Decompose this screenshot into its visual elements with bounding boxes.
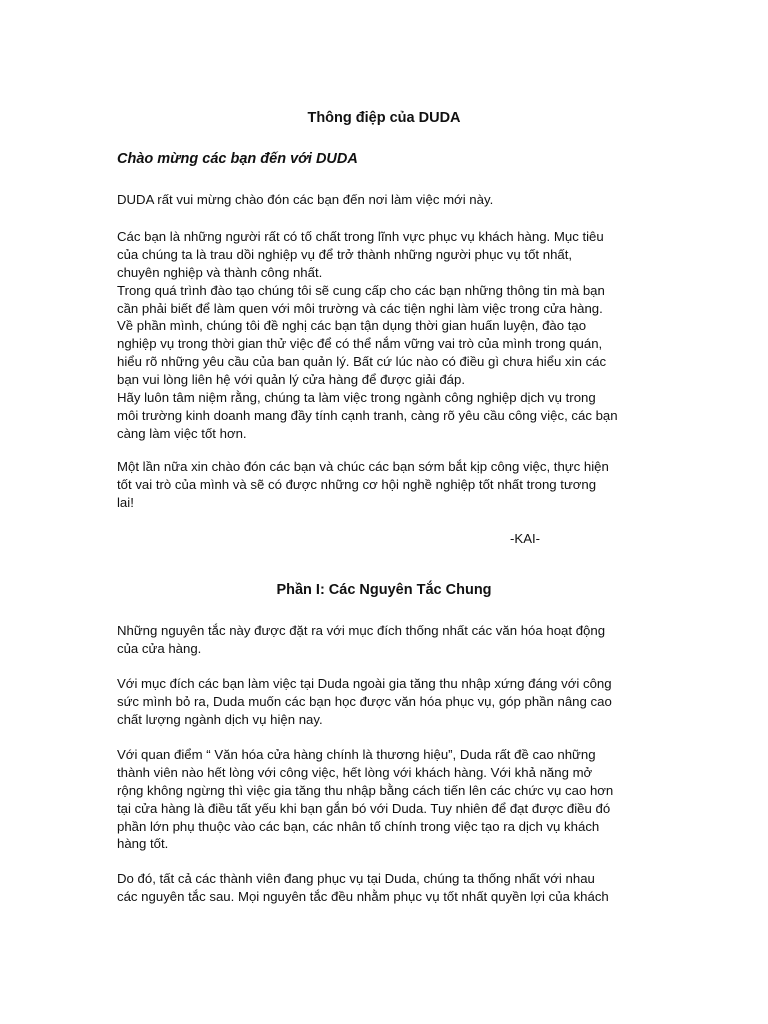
signature: -KAI- bbox=[510, 531, 541, 546]
body-paragraph bbox=[117, 228, 618, 443]
text-line: chất lượng ngành dịch vụ hiện nay. bbox=[117, 711, 323, 727]
text-line: Với quan điểm “ Văn hóa cửa hàng chính là thương hiệu”, Duda rất đề cao những bbox=[117, 747, 596, 762]
text-line: hiểu rõ những yêu cầu của ban quản lý. Bất cứ lúc nào có điều gì chưa hiểu xin các bbox=[117, 354, 607, 370]
text-line: cần phải biết để làm quen với môi trường và các tiện nghi làm việc trong cửa hàng. bbox=[117, 300, 603, 316]
text-line: Về phần mình, chúng tôi đề nghị các bạn tận dụng thời gian huấn luyện, đào tạo bbox=[117, 318, 587, 334]
intro-paragraph bbox=[117, 191, 493, 209]
text-line: của chúng ta là trau dồi nghiệp vụ để trở thành những người phục vụ tốt nhất, bbox=[117, 246, 573, 262]
text-line: thành viên nào hết lòng với công việc, hết lòng với khách hàng. Với khả năng mở bbox=[117, 764, 593, 780]
text-line: chuyên nghiệp và thành công nhất. bbox=[117, 264, 323, 280]
section-paragraph-2 bbox=[117, 675, 612, 729]
text-line: của cửa hàng. bbox=[117, 640, 202, 656]
text-line: DUDA rất vui mừng chào đón các bạn đến nơi làm việc mới này. bbox=[117, 192, 494, 207]
text-line: môi trường kinh doanh mang đầy tính cạnh tranh, càng rõ yêu cầu công việc, các bạn bbox=[117, 407, 618, 423]
text-line: Hãy luôn tâm niệm rằng, chúng ta làm việc trong ngành công nghiệp dịch vụ trong bbox=[117, 390, 596, 406]
text-line: sức mình bỏ ra, Duda muốn các bạn học được văn hóa phục vụ, góp phần nâng cao bbox=[117, 693, 612, 709]
text-line: càng làm việc tốt hơn. bbox=[117, 425, 247, 441]
document-title: Thông điệp của DUDA bbox=[307, 110, 461, 126]
section-paragraph-1 bbox=[117, 622, 605, 658]
text-line: nghiệp vụ trong thời gian thử việc để có thể nắm vững vai trò của mình trong quán, bbox=[117, 336, 603, 352]
text-line: Những nguyên tắc này được đặt ra với mục đích thống nhất các văn hóa hoạt động bbox=[117, 623, 606, 638]
section-paragraph-3 bbox=[117, 746, 613, 853]
document-subtitle: Chào mừng các bạn đến với DUDA bbox=[117, 151, 358, 167]
section-paragraph-4 bbox=[117, 870, 609, 906]
text-line: lai! bbox=[117, 494, 134, 510]
text-line: hàng tốt. bbox=[117, 836, 169, 852]
text-line: Do đó, tất cả các thành viên đang phục vụ tại Duda, chúng ta thống nhất với nhau bbox=[117, 871, 595, 886]
text-line: phần lớn phụ thuộc vào các bạn, các nhân tố chính trong việc tạo ra dịch vụ khách bbox=[117, 818, 600, 834]
text-line: tốt vai trò của mình và sẽ có được những cơ hội nghề nghiệp tốt nhất trong tương bbox=[117, 476, 597, 492]
text-line: tại cửa hàng là điều tất yếu khi bạn gắn bó với Duda. Tuy nhiên để đạt được điều đó bbox=[117, 800, 611, 816]
text-line: Trong quá trình đào tạo chúng tôi sẽ cung cấp cho các bạn những thông tin mà bạn bbox=[117, 282, 605, 298]
text-line: Với mục đích các bạn làm việc tại Duda ngoài gia tăng thu nhập xứng đáng với công bbox=[117, 676, 612, 691]
text-line: Các bạn là những người rất có tố chất trong lĩnh vực phục vụ khách hàng. Mục tiêu bbox=[117, 229, 604, 244]
text-line: rộng không ngừng thì việc gia tăng thu nhập bằng cách tiến lên các chức vụ cao hơn bbox=[117, 782, 614, 798]
section-title: Phần I: Các Nguyên Tắc Chung bbox=[276, 582, 492, 598]
text-line: các nguyên tắc sau. Mọi nguyên tắc đều nhằm phục vụ tốt nhất quyền lợi của khách bbox=[117, 888, 609, 904]
text-line: Một lần nữa xin chào đón các bạn và chúc các bạn sớm bắt kịp công việc, thực hiện bbox=[117, 459, 609, 474]
closing-paragraph bbox=[117, 458, 609, 512]
text-line: bạn vui lòng liên hệ với quản lý cửa hàng để được giải đáp. bbox=[117, 372, 466, 388]
